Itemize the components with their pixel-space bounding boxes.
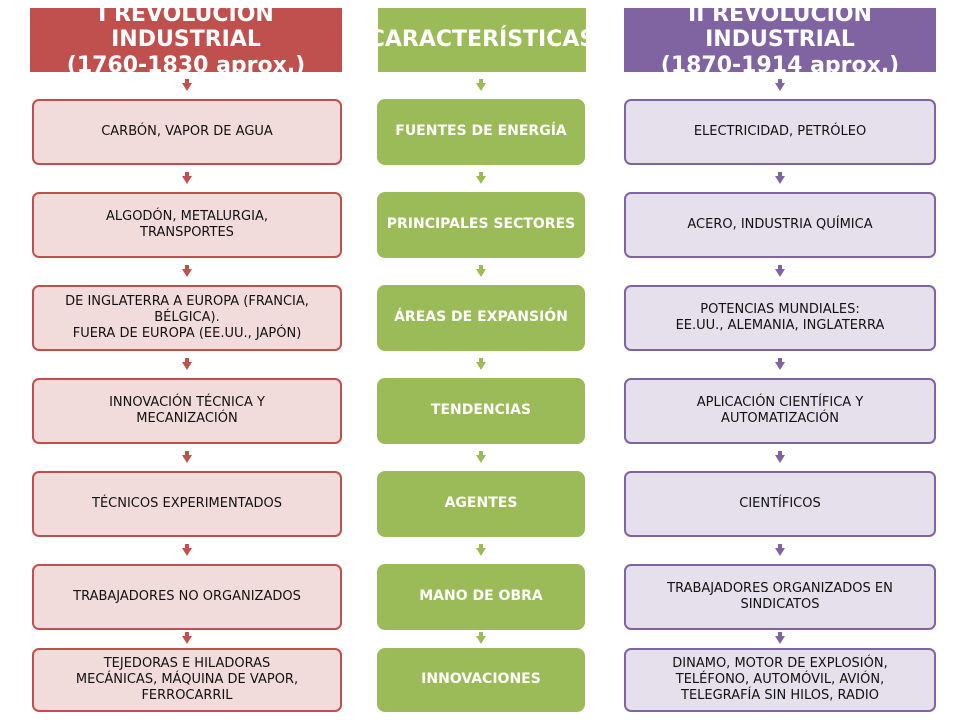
second-revolution-box xyxy=(624,471,936,537)
second-revolution-box-text: TELEGRAFÍA SIN HILOS, RADIO xyxy=(681,688,879,704)
characteristic-connector-arrow xyxy=(476,362,486,370)
first-revolution-box-text: TRANSPORTES xyxy=(140,225,234,240)
first-revolution-box-text: TÉCNICOS EXPERIMENTADOS xyxy=(92,495,282,511)
second-revolution-box-text: TELÉFONO, AUTOMÓVIL, AVIÓN, xyxy=(675,671,885,687)
first-revolution-box-text: MECÁNICAS, MÁQUINA DE VAPOR, xyxy=(75,671,299,687)
header-first-revolution-dates: (1760-1830 aprox.) xyxy=(66,52,306,78)
first-revolution-box xyxy=(32,192,342,258)
characteristic-connector-arrow xyxy=(476,548,486,556)
characteristic-box-text: FUENTES DE ENERGÍA xyxy=(395,123,567,140)
characteristic-box xyxy=(377,378,585,444)
characteristic-connector-arrow xyxy=(476,176,486,184)
second-revolution-box xyxy=(624,378,936,444)
characteristic-box-text: AGENTES xyxy=(444,495,518,512)
characteristic-box xyxy=(377,471,585,537)
header-first-revolution-title: I REVOLUCIÓN INDUSTRIAL xyxy=(98,2,274,53)
second-revolution-box-text: POTENCIAS MUNDIALES: xyxy=(700,301,860,317)
characteristic-box xyxy=(377,285,585,351)
header-second-revolution xyxy=(624,2,936,78)
first-revolution-box xyxy=(32,564,342,630)
first-revolution-box-text: CARBÓN, VAPOR DE AGUA xyxy=(101,123,273,139)
characteristic-box xyxy=(377,564,585,630)
first-revolution-connector-arrow xyxy=(182,548,192,556)
header-characteristics xyxy=(368,8,596,72)
first-revolution-box-text: FUERA DE EUROPA (EE.UU., JAPÓN) xyxy=(72,326,302,342)
second-revolution-box-text: TRABAJADORES ORGANIZADOS EN xyxy=(667,580,893,596)
second-revolution-box-text: AUTOMATIZACIÓN xyxy=(721,411,839,426)
first-revolution-box-text: TEJEDORAS E HILADORAS xyxy=(103,655,271,671)
second-revolution-box xyxy=(624,99,936,165)
second-revolution-box-text: CIENTÍFICOS xyxy=(739,495,821,511)
second-revolution-box-text: ELECTRICIDAD, PETRÓLEO xyxy=(693,123,867,139)
first-revolution-box-text: INNOVACIÓN TÉCNICA Y xyxy=(109,394,265,410)
characteristic-box-text: MANO DE OBRA xyxy=(419,588,543,605)
header-second-revolution-dates: (1870-1914 aprox.) xyxy=(660,52,900,78)
header-characteristics-title: CARACTERÍSTICAS xyxy=(368,27,596,53)
first-revolution-box-text: ALGODÓN, METALURGIA, xyxy=(105,208,268,224)
second-revolution-box-text: EE.UU., ALEMANIA, INGLATERRA xyxy=(675,318,885,333)
second-revolution-connector-arrow xyxy=(775,269,785,277)
characteristic-box-text: PRINCIPALES SECTORES xyxy=(386,216,576,233)
first-revolution-box xyxy=(32,378,342,444)
first-revolution-box xyxy=(32,99,342,165)
first-revolution-box-text: MECANIZACIÓN xyxy=(136,411,238,426)
second-revolution-box-text: APLICACIÓN CIENTÍFICA Y xyxy=(696,394,864,410)
first-revolution-box-text: TRABAJADORES NO ORGANIZADOS xyxy=(73,588,301,604)
first-revolution-connector-arrow xyxy=(182,455,192,463)
characteristic-connector-arrow xyxy=(476,269,486,277)
characteristic-connector-arrow xyxy=(476,455,486,463)
second-revolution-box-text: SINDICATOS xyxy=(740,597,820,612)
characteristic-box xyxy=(377,648,585,712)
characteristic-connector-arrow xyxy=(476,83,486,91)
first-revolution-box xyxy=(32,285,342,351)
header-first-revolution xyxy=(30,2,342,78)
second-revolution-box xyxy=(624,564,936,630)
first-revolution-connector-arrow xyxy=(182,362,192,370)
first-revolution-box-text: DE INGLATERRA A EUROPA (FRANCIA, xyxy=(65,293,309,309)
first-revolution-box-text: FERROCARRIL xyxy=(141,688,233,704)
first-revolution-connector-arrow xyxy=(182,636,192,644)
first-revolution-connector-arrow xyxy=(182,269,192,277)
characteristic-box xyxy=(377,192,585,258)
second-revolution-box-text: DINAMO, MOTOR DE EXPLOSIÓN, xyxy=(672,655,888,671)
second-revolution-box xyxy=(624,285,936,351)
characteristic-connector-arrow xyxy=(476,636,486,644)
second-revolution-box-text: ACERO, INDUSTRIA QUÍMICA xyxy=(687,216,873,232)
first-revolution-connector-arrow xyxy=(182,176,192,184)
characteristic-box-text: ÁREAS DE EXPANSIÓN xyxy=(394,309,568,326)
first-revolution-connector-arrow xyxy=(182,83,192,91)
second-revolution-connector-arrow xyxy=(775,83,785,91)
second-revolution-connector-arrow xyxy=(775,176,785,184)
first-revolution-box-text: BÉLGICA). xyxy=(154,309,220,325)
first-revolution-box xyxy=(32,471,342,537)
second-revolution-box xyxy=(624,648,936,712)
characteristic-box xyxy=(377,99,585,165)
second-revolution-box xyxy=(624,192,936,258)
characteristic-box-text: TENDENCIAS xyxy=(430,402,532,419)
second-revolution-connector-arrow xyxy=(775,636,785,644)
characteristic-box-text: INNOVACIONES xyxy=(421,671,541,688)
first-revolution-box xyxy=(32,648,342,712)
second-revolution-connector-arrow xyxy=(775,548,785,556)
second-revolution-connector-arrow xyxy=(775,362,785,370)
second-revolution-connector-arrow xyxy=(775,455,785,463)
header-second-revolution-title: II REVOLUCIÓN INDUSTRIAL xyxy=(688,2,872,53)
